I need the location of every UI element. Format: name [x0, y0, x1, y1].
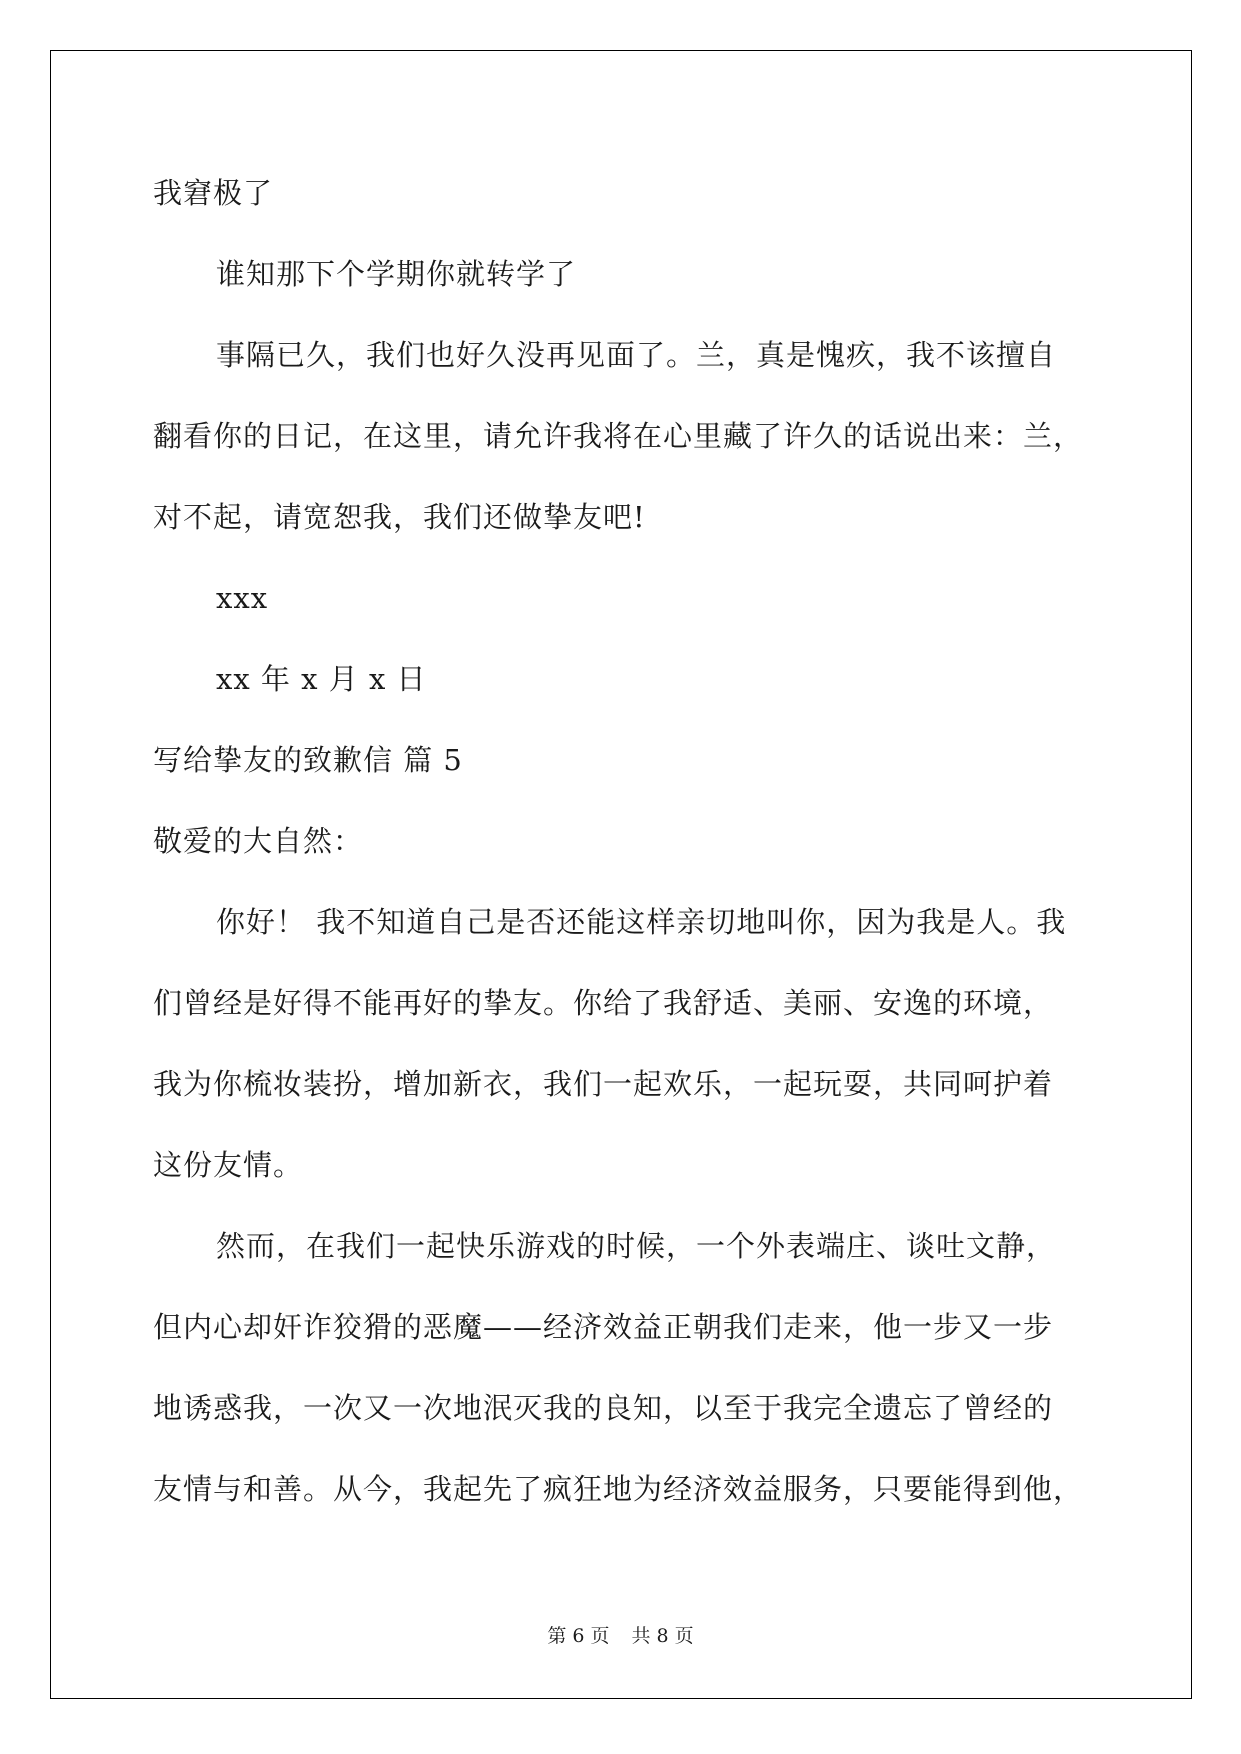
current-page-label: 第 6 页 — [547, 1625, 610, 1647]
section-heading: 写给挚友的致歉信 篇 5 — [153, 743, 463, 777]
text-line: 然而，在我们一起快乐游戏的时候，一个外表端庄、谈吐文静， — [216, 1229, 1057, 1263]
salutation: 敬爱的大自然： — [153, 824, 364, 858]
text-line: 谁知那下个学期你就转学了 — [216, 257, 577, 291]
total-pages-label: 共 8 页 — [631, 1625, 694, 1647]
text-line: 们曾经是好得不能再好的挚友。你给了我舒适、美丽、安逸的环境， — [153, 986, 1054, 1020]
date-line: xx 年 x 月 x 日 — [216, 662, 427, 696]
text-line: 但内心却奸诈狡猾的恶魔——经济效益正朝我们走来，他一步又一步 — [153, 1310, 1054, 1344]
text-line: 对不起，请宽恕我，我们还做挚友吧! — [153, 500, 646, 534]
text-line: 翻看你的日记，在这里，请允许我将在心里藏了许久的话说出来：兰， — [153, 419, 1084, 453]
text-line: 事隔已久，我们也好久没再见面了。兰，真是愧疚，我不该擅自 — [216, 338, 1057, 372]
text-line: 我窘极了 — [153, 176, 274, 210]
text-line: 我为你梳妆装扮，增加新衣，我们一起欢乐，一起玩耍，共同呵护着 — [153, 1067, 1054, 1101]
page-footer — [0, 1624, 1241, 1648]
text-line: 友情与和善。从今，我起先了疯狂地为经济效益服务，只要能得到他， — [153, 1472, 1084, 1506]
page-border — [50, 50, 1192, 1699]
signature: xxx — [216, 581, 269, 615]
text-line: 地诱惑我，一次又一次地泯灭我的良知，以至于我完全遗忘了曾经的 — [153, 1391, 1054, 1425]
text-line: 这份友情。 — [153, 1148, 304, 1182]
text-line: 你好！ 我不知道自己是否还能这样亲切地叫你，因为我是人。我 — [216, 905, 1067, 939]
